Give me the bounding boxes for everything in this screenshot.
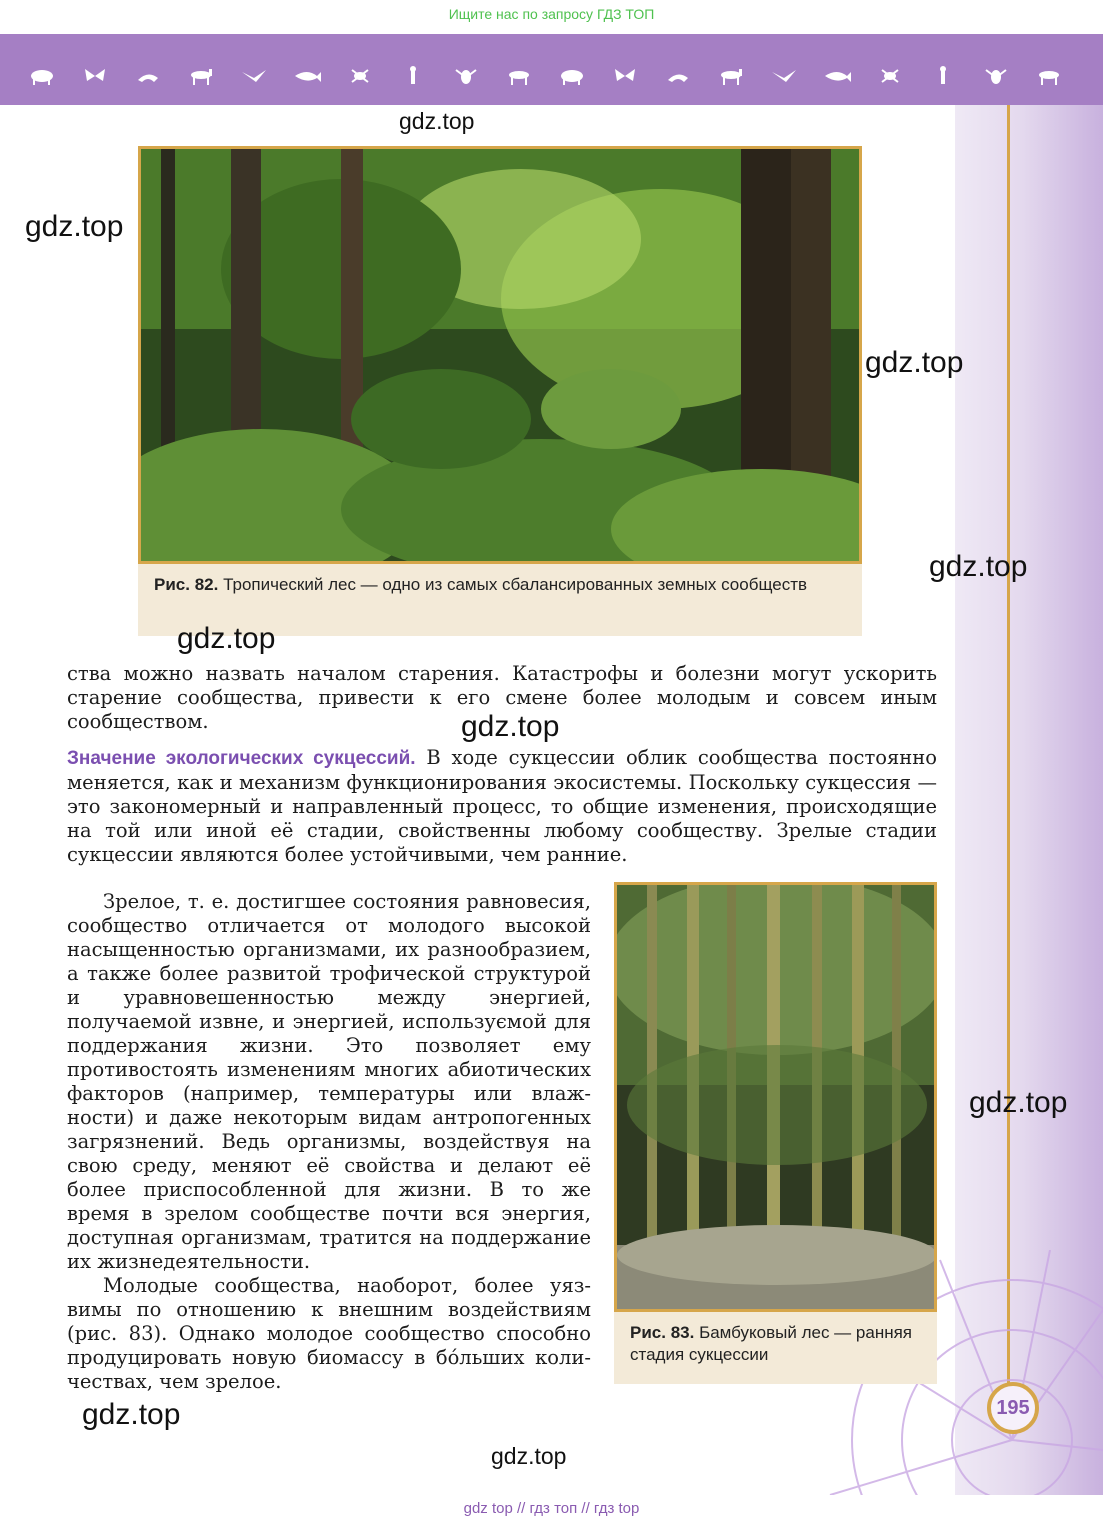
watermark: gdz.top: [177, 622, 276, 655]
figure-83-image: [614, 882, 937, 1312]
footer: gdz top // гдз топ // гдз top: [463, 1500, 640, 1517]
watermark: gdz.top: [929, 550, 1028, 583]
paragraph-2: [67, 746, 937, 867]
watermark: gdz.top: [491, 1443, 567, 1469]
antelope-icon: [505, 66, 533, 86]
meerkat-icon: [1035, 66, 1063, 86]
paragraph-4: Молодые сообщества, наоборот, более уязвимы по отношению к внешним воздействиям (рис. 83). Однако молодое сообщество способно продуцировать новую биомассу в бо́льших количествах, чем зрелое.: [67, 1274, 591, 1393]
bison-icon: [717, 66, 745, 86]
section-heading: Значение экологических сукцессий.: [67, 748, 416, 769]
top-note: Ищите нас по запросу ГДЗ ТОП: [448, 6, 655, 22]
monkey-icon: [558, 66, 586, 86]
sidebar-gold-line: [1007, 105, 1010, 1395]
watermark: gdz.top: [25, 210, 124, 243]
bird-icon: [240, 66, 268, 86]
butterfly-icon: [81, 66, 109, 86]
paragraph-2-text: В ходе сукцессии облик сообщества постоянно меняется, как и механизм функционирования экосистемы. Поскольку сукцессия — это закономерный и направленный процесс, то общие изменения, происходящие на той или иной её стадии, свойственны любому сообществу. Зрелые стадии сукцессии являются более устойчивыми, чем ранние.: [67, 746, 938, 866]
scorpion-icon: [770, 66, 798, 86]
page-number: 195: [987, 1382, 1039, 1434]
fish-icon: [929, 66, 957, 86]
scorpion-icon: [134, 66, 162, 86]
meerkat-icon: [399, 66, 427, 86]
figure-82-label: Рис. 82.: [154, 575, 219, 594]
insect-icon: [346, 66, 374, 86]
horse-icon: [823, 66, 851, 86]
horse-icon: [187, 66, 215, 86]
bird-icon: [876, 66, 904, 86]
watermark: gdz.top: [82, 1398, 181, 1431]
lizard-icon: [611, 66, 639, 86]
watermark: gdz.top: [399, 108, 475, 134]
watermark: gdz.top: [865, 346, 964, 379]
figure-83-caption-text: Бамбуковый лес — ранняя стадия сукцессии: [630, 1323, 913, 1364]
butterfly-icon: [664, 66, 692, 86]
bison-icon: [28, 66, 56, 86]
paragraph-1: ства можно назвать началом старения. Катастрофы и болезни могут ускорить старение сообщества, привести к его смене более молодым и совсем иным сообществом.: [67, 662, 937, 733]
figure-83-caption: [614, 1312, 937, 1384]
insect-icon: [982, 66, 1010, 86]
watermark: gdz.top: [969, 1086, 1068, 1119]
figure-83-label: Рис. 83.: [630, 1323, 695, 1342]
figure-82-image: [138, 146, 862, 564]
watermark: gdz.top: [461, 710, 560, 743]
fish-icon: [293, 66, 321, 86]
bee-icon: [452, 66, 480, 86]
figure-82-caption-text: Тропический лес — одно из самых сбалансированных земных сообществ: [223, 575, 808, 594]
paragraph-3: Зрелое, т. е. достигшее состояния равновесия, сообщество отличается от молодого высокой насыщенностью организмами, их разнообразием, а также более развитой трофической структурой и уравновешенностью между энергией, получаемой извне, и энергией, используємой для поддержания жизни. Это позволяет ему противостоять изменениям многих абиотических факторов (например, температуры или влажности) и даже некоторым видам антропогенных загрязнений. Ведь организмы, воздействуя на свою среду, меняют её свойства и делают её более приспособленной для жизни. В то же время в зрелом сообществе почти вся энергия, доступная организмам, тратится на поддержание их жизнедеятельности.: [67, 890, 591, 1273]
